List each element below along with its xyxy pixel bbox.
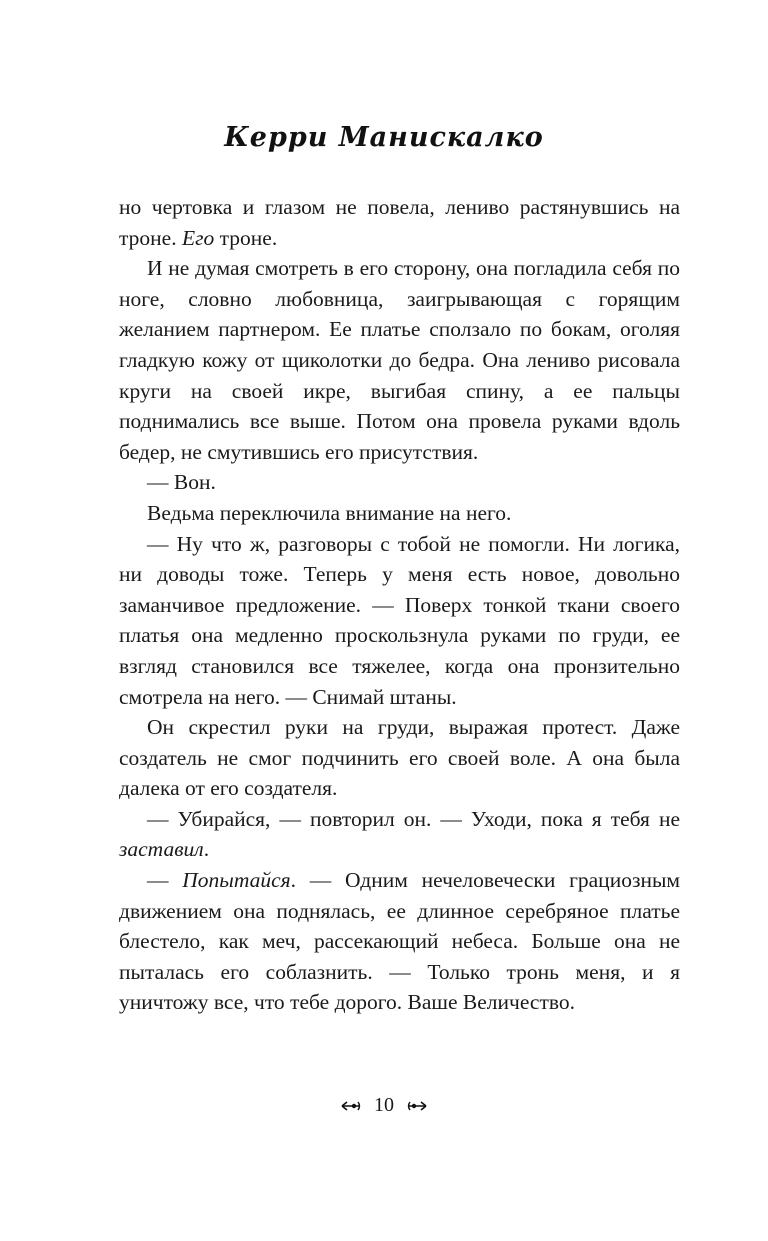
paragraph-8 <box>119 865 680 1018</box>
paragraph-3: — Вон. <box>147 470 216 495</box>
left-ornament-icon <box>340 1099 362 1113</box>
paragraph-7 <box>119 804 680 865</box>
page-footer <box>0 1094 768 1117</box>
paragraph-8-dash: — <box>147 868 183 893</box>
paragraph-7-emphasis: заставил <box>119 837 204 862</box>
paragraph-8-emphasis: Попытайся <box>182 868 291 893</box>
page-body <box>119 192 680 1018</box>
page-number: 10 <box>374 1094 394 1116</box>
paragraph-1 <box>119 192 680 253</box>
paragraph-4: Ведьма переключила внимание на него. <box>147 500 512 525</box>
paragraph-2: И не думая смотреть в его сторону, она погладила себя по ноге, словно любовница, заигрывающая с горящим желанием партнером. Ее платье сползало по бокам, оголяя гладкую кожу от щиколотки до бедра. Она лениво рисовала круги на своей икре, выгибая спину, а ее пальцы поднимались все выше. Потом она провела руками вдоль бедер, не смутившись его присутствия. <box>119 256 680 464</box>
paragraph-1-emphasis: Его <box>181 225 215 250</box>
paragraph-7-tail: . <box>203 837 210 862</box>
paragraph-1-tail: троне. <box>214 225 278 250</box>
paragraph-1-text: но чертовка и глазом не повела, лениво растянувшись на троне. <box>119 195 680 250</box>
running-header-author: Керри Манискалко <box>224 122 544 153</box>
paragraph-7-text: — Убирайся, — повторил он. — Уходи, пока я тебя не <box>147 806 680 831</box>
paragraph-8-text: . — Одним нечеловечески грациозным движением она поднялась, ее длинное серебряное платье блестело, как меч, рассекающий небеса. Больше она не пыталась его соблазнить. — Только тронь меня, и я уничтожу все, что тебе дорого. Ваше Величество. <box>119 868 680 1015</box>
right-ornament-icon <box>406 1099 428 1113</box>
paragraph-6: Он скрестил руки на груди, выражая протест. Даже создатель не смог подчинить его своей воле. А она была далека от его создателя. <box>119 715 680 801</box>
paragraph-5: — Ну что ж, разговоры с тобой не помогли. Ни логика, ни доводы тоже. Теперь у меня есть новое, довольно заманчивое предложение. — Поверх тонкой ткани своего платья она медленно проскользнула руками по груди, ее взгляд становился все тяжелее, когда она пронзительно смотрела на него. — Снимай штаны. <box>119 531 680 709</box>
